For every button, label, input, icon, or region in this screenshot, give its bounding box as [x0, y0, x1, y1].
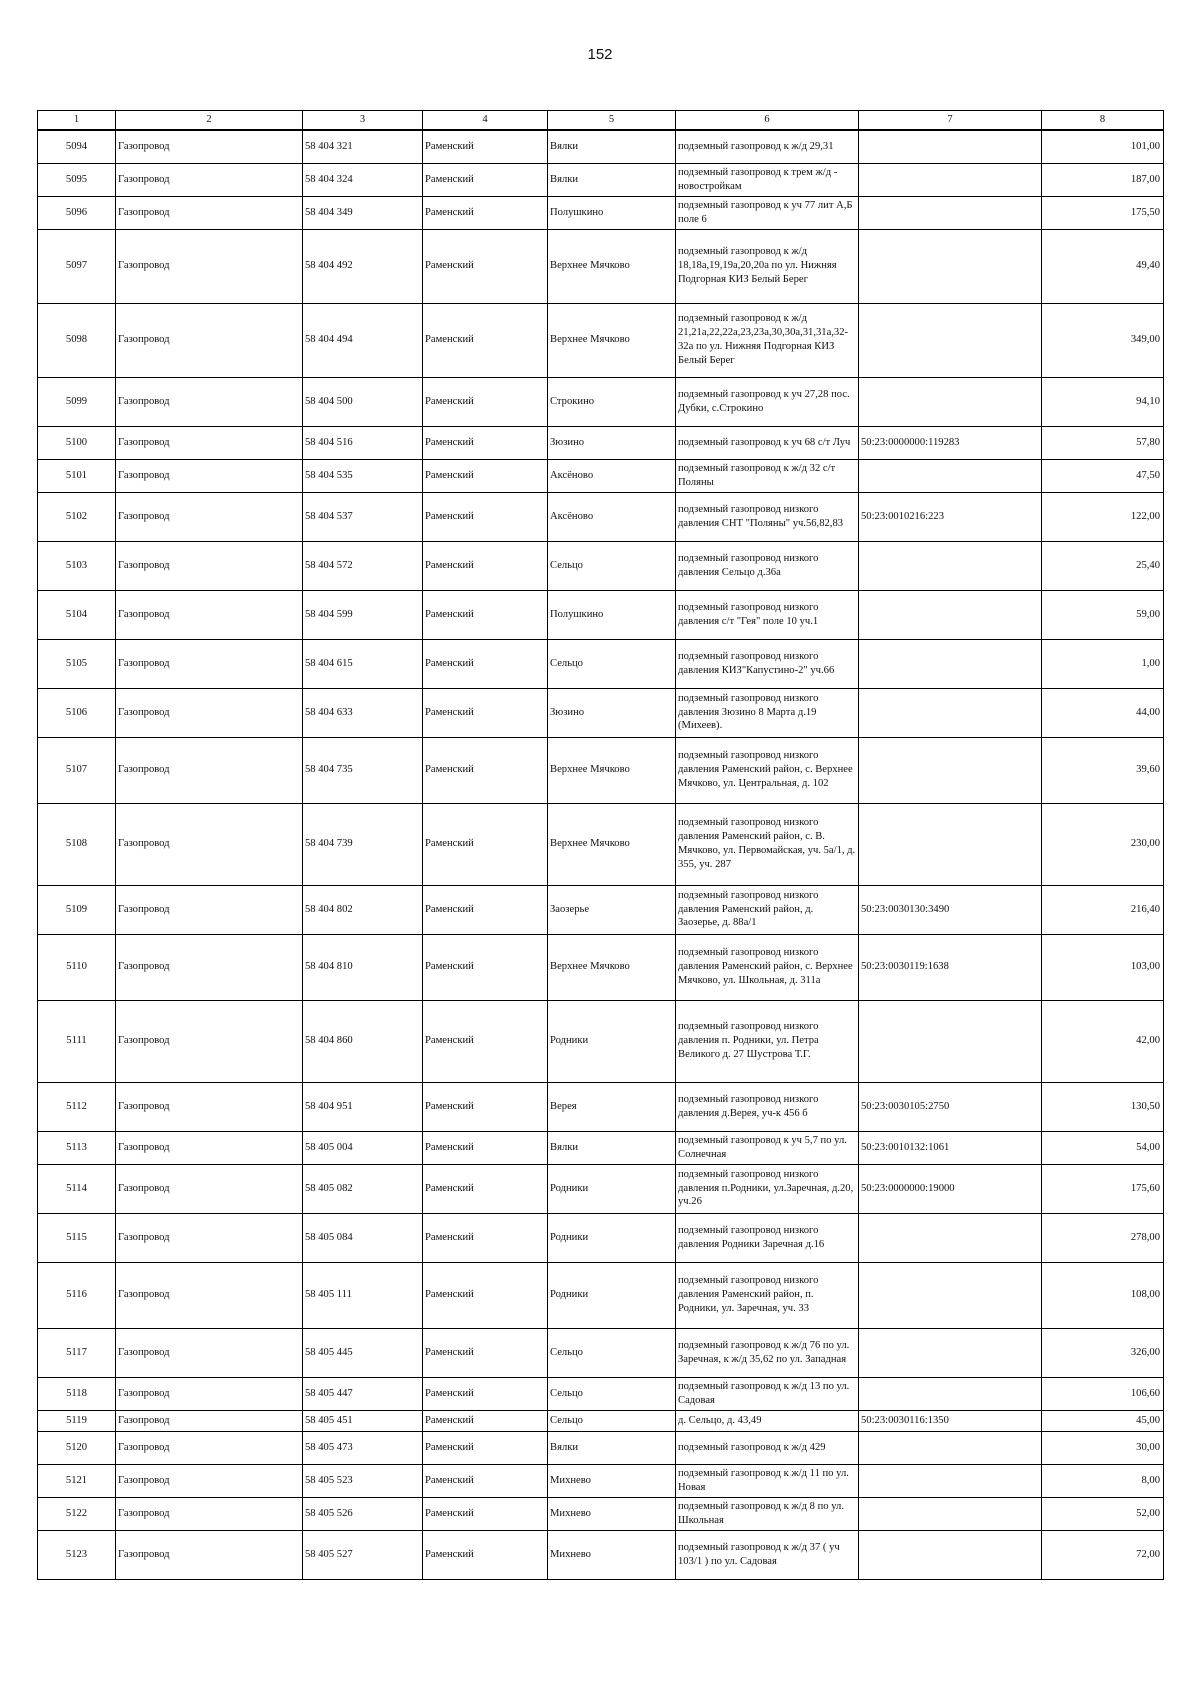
cell-length: 30,00	[1042, 1431, 1164, 1464]
cell-length: 216,40	[1042, 885, 1164, 934]
cell-settlement: Полушкино	[548, 196, 676, 229]
cell-length: 25,40	[1042, 541, 1164, 590]
cell-cadastral-number	[859, 1377, 1042, 1410]
cell-number: 5112	[38, 1082, 116, 1131]
cell-length: 47,50	[1042, 459, 1164, 492]
cell-number: 5115	[38, 1213, 116, 1262]
cell-code: 58 404 324	[303, 163, 423, 196]
cell-description: подземный газопровод низкого давления п. Родники, ул. Петра Великого д. 27 Шустрова Т.Г.	[676, 1000, 859, 1082]
cell-settlement: Родники	[548, 1000, 676, 1082]
table-row	[38, 1082, 1164, 1131]
cell-number: 5114	[38, 1164, 116, 1213]
column-header: 8	[1042, 111, 1164, 131]
cell-code: 58 404 810	[303, 934, 423, 1000]
table-row	[38, 1431, 1164, 1464]
cell-settlement: Михнево	[548, 1497, 676, 1530]
cell-cadastral-number	[859, 1464, 1042, 1497]
cell-object-type: Газопровод	[116, 1082, 303, 1131]
cell-cadastral-number	[859, 590, 1042, 639]
cell-object-type: Газопровод	[116, 1410, 303, 1431]
cell-number: 5118	[38, 1377, 116, 1410]
cell-description: подземный газопровод к ж/д 429	[676, 1431, 859, 1464]
cell-district: Раменский	[423, 1410, 548, 1431]
cell-cadastral-number	[859, 541, 1042, 590]
cell-description: д. Сельцо, д. 43,49	[676, 1410, 859, 1431]
cell-settlement: Зюзино	[548, 426, 676, 459]
cell-district: Раменский	[423, 377, 548, 426]
cell-length: 72,00	[1042, 1530, 1164, 1579]
table-row	[38, 1000, 1164, 1082]
cell-length: 122,00	[1042, 492, 1164, 541]
cell-district: Раменский	[423, 1000, 548, 1082]
column-header: 3	[303, 111, 423, 131]
cell-district: Раменский	[423, 885, 548, 934]
cell-description: подземный газопровод низкого давления Сельцо д.36а	[676, 541, 859, 590]
cell-length: 39,60	[1042, 737, 1164, 803]
cell-number: 5111	[38, 1000, 116, 1082]
cell-cadastral-number	[859, 803, 1042, 885]
cell-number: 5120	[38, 1431, 116, 1464]
cell-number: 5108	[38, 803, 116, 885]
cell-length: 175,50	[1042, 196, 1164, 229]
cell-object-type: Газопровод	[116, 803, 303, 885]
cell-settlement: Верхнее Мячково	[548, 229, 676, 303]
cell-description: подземный газопровод к ж/д 21,21а,22,22а,23,23а,30,30а,31,31а,32-32а по ул. Нижняя Подгорная КИЗ Белый Берег	[676, 303, 859, 377]
cell-length: 326,00	[1042, 1328, 1164, 1377]
cell-district: Раменский	[423, 1131, 548, 1164]
column-header: 5	[548, 111, 676, 131]
cell-settlement: Полушкино	[548, 590, 676, 639]
cell-code: 58 404 321	[303, 130, 423, 163]
cell-cadastral-number	[859, 1213, 1042, 1262]
cell-settlement: Заозерье	[548, 885, 676, 934]
cell-settlement: Сельцо	[548, 1410, 676, 1431]
cell-object-type: Газопровод	[116, 934, 303, 1000]
cell-length: 8,00	[1042, 1464, 1164, 1497]
cell-cadastral-number	[859, 163, 1042, 196]
table-row	[38, 1164, 1164, 1213]
cell-district: Раменский	[423, 426, 548, 459]
cell-number: 5110	[38, 934, 116, 1000]
cell-length: 278,00	[1042, 1213, 1164, 1262]
cell-cadastral-number: 50:23:0000000:19000	[859, 1164, 1042, 1213]
cell-description: подземный газопровод низкого давления Зюзино 8 Марта д.19 (Михеев).	[676, 688, 859, 737]
cell-district: Раменский	[423, 1082, 548, 1131]
table-row	[38, 229, 1164, 303]
cell-code: 58 405 447	[303, 1377, 423, 1410]
cell-object-type: Газопровод	[116, 1464, 303, 1497]
cell-number: 5098	[38, 303, 116, 377]
cell-code: 58 404 537	[303, 492, 423, 541]
cell-object-type: Газопровод	[116, 459, 303, 492]
cell-cadastral-number	[859, 196, 1042, 229]
cell-object-type: Газопровод	[116, 1213, 303, 1262]
cell-length: 44,00	[1042, 688, 1164, 737]
cell-code: 58 405 523	[303, 1464, 423, 1497]
cell-district: Раменский	[423, 1328, 548, 1377]
cell-object-type: Газопровод	[116, 1262, 303, 1328]
cell-district: Раменский	[423, 1262, 548, 1328]
column-header: 7	[859, 111, 1042, 131]
cell-length: 42,00	[1042, 1000, 1164, 1082]
cell-settlement: Вялки	[548, 130, 676, 163]
cell-number: 5104	[38, 590, 116, 639]
table-row	[38, 1328, 1164, 1377]
header-row	[38, 111, 1164, 131]
cell-description: подземный газопровод к уч 5,7 по ул. Солнечная	[676, 1131, 859, 1164]
cell-number: 5121	[38, 1464, 116, 1497]
table-row	[38, 688, 1164, 737]
cell-description: подземный газопровод низкого давления с/т "Гея" поле 10 уч.1	[676, 590, 859, 639]
cell-district: Раменский	[423, 541, 548, 590]
cell-description: подземный газопровод низкого давления Раменский район, с. В. Мячково, ул. Первомайская, уч. 5а/1, д. 355, уч. 287	[676, 803, 859, 885]
cell-length: 108,00	[1042, 1262, 1164, 1328]
cell-number: 5123	[38, 1530, 116, 1579]
cell-description: подземный газопровод к уч 68 с/т Луч	[676, 426, 859, 459]
cell-description: подземный газопровод к уч 77 лит А,Б поле 6	[676, 196, 859, 229]
cell-code: 58 404 802	[303, 885, 423, 934]
cell-district: Раменский	[423, 459, 548, 492]
cell-description: подземный газопровод к ж/д 76 по ул. Заречная, к ж/д 35,62 по ул. Западная	[676, 1328, 859, 1377]
cell-description: подземный газопровод низкого давления Раменский район, с. Верхнее Мячково, ул. Школьная, д. 311а	[676, 934, 859, 1000]
cell-number: 5106	[38, 688, 116, 737]
cell-code: 58 405 004	[303, 1131, 423, 1164]
cell-district: Раменский	[423, 934, 548, 1000]
page-number: 152	[587, 46, 613, 63]
table-row	[38, 163, 1164, 196]
cell-code: 58 404 349	[303, 196, 423, 229]
cell-number: 5100	[38, 426, 116, 459]
table-row	[38, 459, 1164, 492]
cell-object-type: Газопровод	[116, 1131, 303, 1164]
cell-object-type: Газопровод	[116, 377, 303, 426]
table-row	[38, 1377, 1164, 1410]
cell-code: 58 404 494	[303, 303, 423, 377]
cell-description: подземный газопровод низкого давления КИЗ"Капустино-2" уч.66	[676, 639, 859, 688]
cell-description: подземный газопровод низкого давления СНТ "Поляны" уч.56,82,83	[676, 492, 859, 541]
cell-settlement: Верхнее Мячково	[548, 803, 676, 885]
cell-cadastral-number	[859, 303, 1042, 377]
cell-settlement: Зюзино	[548, 688, 676, 737]
cell-settlement: Верхнее Мячково	[548, 737, 676, 803]
table-row	[38, 1213, 1164, 1262]
column-header: 4	[423, 111, 548, 131]
cell-description: подземный газопровод низкого давления Раменский район, п. Родники, ул. Заречная, уч. 33	[676, 1262, 859, 1328]
cell-object-type: Газопровод	[116, 639, 303, 688]
table-row	[38, 196, 1164, 229]
table-row	[38, 934, 1164, 1000]
cell-cadastral-number: 50:23:0030105:2750	[859, 1082, 1042, 1131]
cell-length: 57,80	[1042, 426, 1164, 459]
cell-number: 5099	[38, 377, 116, 426]
cell-code: 58 404 615	[303, 639, 423, 688]
cell-district: Раменский	[423, 1377, 548, 1410]
cell-number: 5095	[38, 163, 116, 196]
cell-settlement: Сельцо	[548, 1328, 676, 1377]
table-row	[38, 492, 1164, 541]
cell-description: подземный газопровод к ж/д 8 по ул. Школьная	[676, 1497, 859, 1530]
cell-code: 58 404 735	[303, 737, 423, 803]
table-row	[38, 1131, 1164, 1164]
cell-description: подземный газопровод низкого давления д.Верея, уч-к 456 б	[676, 1082, 859, 1131]
cell-settlement: Вялки	[548, 163, 676, 196]
registry-table	[37, 110, 1164, 1580]
cell-length: 54,00	[1042, 1131, 1164, 1164]
cell-district: Раменский	[423, 1497, 548, 1530]
table-row	[38, 1410, 1164, 1431]
cell-code: 58 405 084	[303, 1213, 423, 1262]
cell-description: подземный газопровод низкого давления Раменский район, д. Заозерье, д. 88а/1	[676, 885, 859, 934]
cell-code: 58 404 599	[303, 590, 423, 639]
table-body	[38, 130, 1164, 1579]
cell-description: подземный газопровод к ж/д 11 по ул. Новая	[676, 1464, 859, 1497]
column-header: 1	[38, 111, 116, 131]
cell-cadastral-number: 50:23:0030119:1638	[859, 934, 1042, 1000]
cell-number: 5097	[38, 229, 116, 303]
table-row	[38, 1530, 1164, 1579]
cell-district: Раменский	[423, 1213, 548, 1262]
cell-length: 349,00	[1042, 303, 1164, 377]
cell-district: Раменский	[423, 1464, 548, 1497]
cell-settlement: Родники	[548, 1262, 676, 1328]
cell-cadastral-number: 50:23:0000000:119283	[859, 426, 1042, 459]
cell-code: 58 405 082	[303, 1164, 423, 1213]
cell-description: подземный газопровод низкого давления Раменский район, с. Верхнее Мячково, ул. Центральная, д. 102	[676, 737, 859, 803]
cell-settlement: Строкино	[548, 377, 676, 426]
cell-code: 58 405 473	[303, 1431, 423, 1464]
cell-code: 58 405 445	[303, 1328, 423, 1377]
column-header: 6	[676, 111, 859, 131]
cell-number: 5096	[38, 196, 116, 229]
cell-number: 5101	[38, 459, 116, 492]
cell-cadastral-number	[859, 688, 1042, 737]
cell-settlement: Вялки	[548, 1431, 676, 1464]
cell-object-type: Газопровод	[116, 196, 303, 229]
cell-object-type: Газопровод	[116, 1000, 303, 1082]
cell-object-type: Газопровод	[116, 737, 303, 803]
cell-length: 103,00	[1042, 934, 1164, 1000]
cell-district: Раменский	[423, 196, 548, 229]
cell-code: 58 404 951	[303, 1082, 423, 1131]
table-row	[38, 426, 1164, 459]
cell-settlement: Верхнее Мячково	[548, 303, 676, 377]
cell-code: 58 405 111	[303, 1262, 423, 1328]
cell-number: 5107	[38, 737, 116, 803]
cell-object-type: Газопровод	[116, 492, 303, 541]
cell-cadastral-number	[859, 229, 1042, 303]
cell-length: 230,00	[1042, 803, 1164, 885]
cell-number: 5109	[38, 885, 116, 934]
cell-description: подземный газопровод к ж/д 13 по ул. Садовая	[676, 1377, 859, 1410]
cell-code: 58 404 860	[303, 1000, 423, 1082]
table-row	[38, 1497, 1164, 1530]
cell-cadastral-number	[859, 639, 1042, 688]
cell-number: 5113	[38, 1131, 116, 1164]
cell-code: 58 404 500	[303, 377, 423, 426]
cell-object-type: Газопровод	[116, 426, 303, 459]
cell-district: Раменский	[423, 639, 548, 688]
cell-cadastral-number	[859, 737, 1042, 803]
table-row	[38, 1464, 1164, 1497]
cell-object-type: Газопровод	[116, 163, 303, 196]
cell-length: 130,50	[1042, 1082, 1164, 1131]
cell-number: 5102	[38, 492, 116, 541]
cell-number: 5103	[38, 541, 116, 590]
cell-settlement: Родники	[548, 1164, 676, 1213]
cell-settlement: Аксёново	[548, 492, 676, 541]
cell-object-type: Газопровод	[116, 1431, 303, 1464]
cell-district: Раменский	[423, 229, 548, 303]
cell-description: подземный газопровод низкого давления п.Родники, ул.Заречная, д.20, уч.26	[676, 1164, 859, 1213]
cell-length: 52,00	[1042, 1497, 1164, 1530]
cell-object-type: Газопровод	[116, 1530, 303, 1579]
cell-code: 58 404 572	[303, 541, 423, 590]
cell-code: 58 404 516	[303, 426, 423, 459]
table-row	[38, 130, 1164, 163]
cell-cadastral-number	[859, 130, 1042, 163]
cell-length: 187,00	[1042, 163, 1164, 196]
cell-cadastral-number	[859, 1000, 1042, 1082]
cell-object-type: Газопровод	[116, 1497, 303, 1530]
cell-settlement: Михнево	[548, 1530, 676, 1579]
cell-cadastral-number: 50:23:0030130:3490	[859, 885, 1042, 934]
cell-description: подземный газопровод к ж/д 29,31	[676, 130, 859, 163]
cell-description: подземный газопровод низкого давления Родники Заречная д.16	[676, 1213, 859, 1262]
cell-cadastral-number: 50:23:0010216:223	[859, 492, 1042, 541]
cell-district: Раменский	[423, 130, 548, 163]
cell-cadastral-number	[859, 1497, 1042, 1530]
cell-object-type: Газопровод	[116, 1377, 303, 1410]
table-row	[38, 639, 1164, 688]
cell-code: 58 404 739	[303, 803, 423, 885]
table-row	[38, 377, 1164, 426]
cell-settlement: Михнево	[548, 1464, 676, 1497]
table-row	[38, 541, 1164, 590]
cell-length: 101,00	[1042, 130, 1164, 163]
cell-cadastral-number: 50:23:0030116:1350	[859, 1410, 1042, 1431]
cell-district: Раменский	[423, 1530, 548, 1579]
cell-length: 106,60	[1042, 1377, 1164, 1410]
cell-code: 58 405 527	[303, 1530, 423, 1579]
cell-cadastral-number	[859, 1530, 1042, 1579]
cell-number: 5105	[38, 639, 116, 688]
cell-description: подземный газопровод к трем ж/д - новостройкам	[676, 163, 859, 196]
cell-number: 5116	[38, 1262, 116, 1328]
cell-length: 175,60	[1042, 1164, 1164, 1213]
cell-settlement: Верея	[548, 1082, 676, 1131]
table-row	[38, 885, 1164, 934]
cell-object-type: Газопровод	[116, 303, 303, 377]
column-header: 2	[116, 111, 303, 131]
table-row	[38, 1262, 1164, 1328]
cell-number: 5122	[38, 1497, 116, 1530]
cell-object-type: Газопровод	[116, 688, 303, 737]
cell-cadastral-number	[859, 459, 1042, 492]
cell-object-type: Газопровод	[116, 885, 303, 934]
cell-settlement: Сельцо	[548, 1377, 676, 1410]
cell-length: 1,00	[1042, 639, 1164, 688]
cell-length: 94,10	[1042, 377, 1164, 426]
cell-description: подземный газопровод к ж/д 18,18а,19,19а,20,20а по ул. Нижняя Подгорная КИЗ Белый Берег	[676, 229, 859, 303]
cell-code: 58 404 535	[303, 459, 423, 492]
cell-district: Раменский	[423, 803, 548, 885]
cell-number: 5117	[38, 1328, 116, 1377]
table-row	[38, 737, 1164, 803]
cell-cadastral-number	[859, 1328, 1042, 1377]
cell-settlement: Верхнее Мячково	[548, 934, 676, 1000]
cell-description: подземный газопровод к уч 27,28 пос. Дубки, с.Строкино	[676, 377, 859, 426]
cell-object-type: Газопровод	[116, 590, 303, 639]
cell-cadastral-number: 50:23:0010132:1061	[859, 1131, 1042, 1164]
cell-cadastral-number	[859, 377, 1042, 426]
cell-code: 58 405 451	[303, 1410, 423, 1431]
cell-length: 49,40	[1042, 229, 1164, 303]
cell-cadastral-number	[859, 1431, 1042, 1464]
cell-length: 59,00	[1042, 590, 1164, 639]
cell-district: Раменский	[423, 492, 548, 541]
cell-description: подземный газопровод к ж/д 37 ( уч 103/1 ) по ул. Садовая	[676, 1530, 859, 1579]
cell-object-type: Газопровод	[116, 541, 303, 590]
cell-settlement: Родники	[548, 1213, 676, 1262]
cell-object-type: Газопровод	[116, 1328, 303, 1377]
cell-settlement: Сельцо	[548, 541, 676, 590]
cell-code: 58 404 492	[303, 229, 423, 303]
cell-district: Раменский	[423, 688, 548, 737]
cell-code: 58 405 526	[303, 1497, 423, 1530]
cell-settlement: Аксёново	[548, 459, 676, 492]
cell-description: подземный газопровод к ж/д 32 с/т Поляны	[676, 459, 859, 492]
cell-district: Раменский	[423, 163, 548, 196]
cell-settlement: Вялки	[548, 1131, 676, 1164]
cell-district: Раменский	[423, 1164, 548, 1213]
cell-district: Раменский	[423, 737, 548, 803]
cell-district: Раменский	[423, 303, 548, 377]
table-row	[38, 303, 1164, 377]
cell-code: 58 404 633	[303, 688, 423, 737]
table-header	[38, 111, 1164, 131]
cell-district: Раменский	[423, 590, 548, 639]
cell-length: 45,00	[1042, 1410, 1164, 1431]
table-row	[38, 590, 1164, 639]
cell-number: 5094	[38, 130, 116, 163]
cell-object-type: Газопровод	[116, 130, 303, 163]
cell-district: Раменский	[423, 1431, 548, 1464]
table-row	[38, 803, 1164, 885]
cell-cadastral-number	[859, 1262, 1042, 1328]
cell-settlement: Сельцо	[548, 639, 676, 688]
cell-number: 5119	[38, 1410, 116, 1431]
cell-object-type: Газопровод	[116, 229, 303, 303]
cell-object-type: Газопровод	[116, 1164, 303, 1213]
